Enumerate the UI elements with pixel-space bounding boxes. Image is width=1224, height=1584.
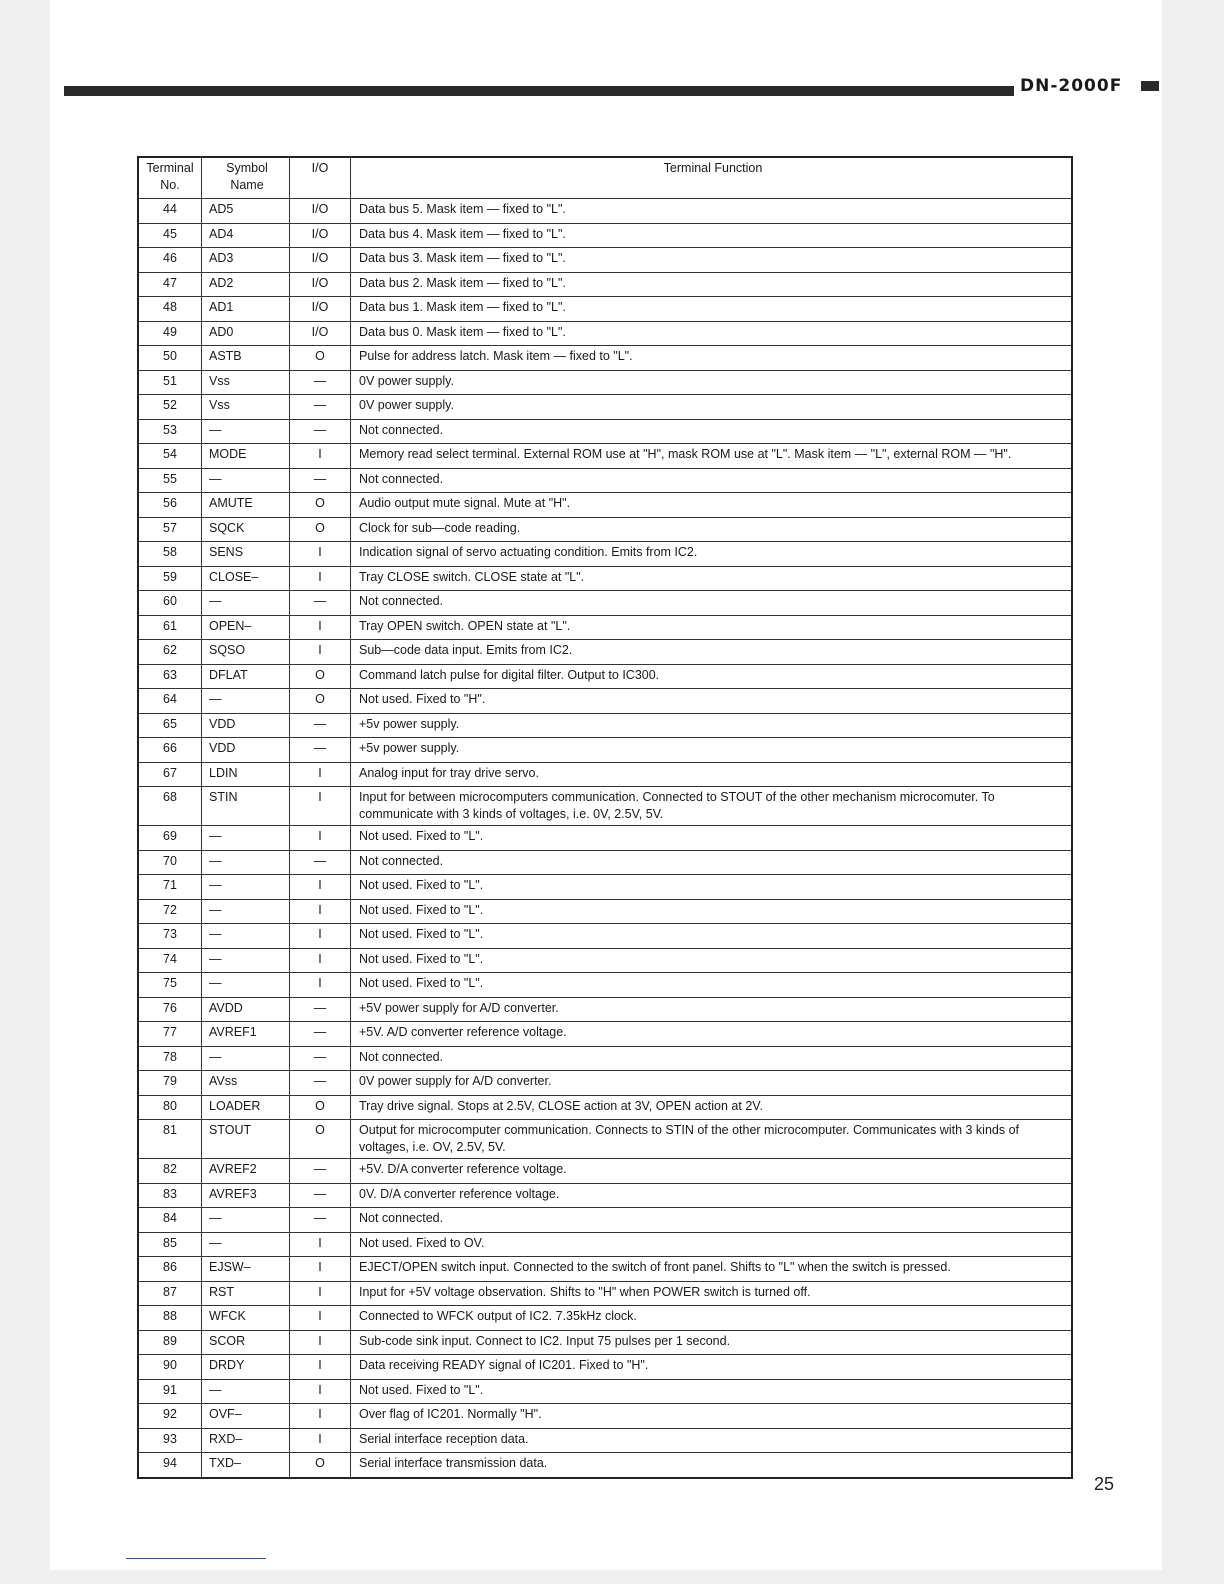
io-cell: — bbox=[290, 1046, 351, 1071]
terminal-no-cell: 70 bbox=[138, 850, 202, 875]
terminal-no-cell: 78 bbox=[138, 1046, 202, 1071]
function-cell: 0V power supply for A/D converter. bbox=[351, 1071, 1073, 1096]
function-cell: +5v power supply. bbox=[351, 713, 1073, 738]
function-cell: +5V. A/D converter reference voltage. bbox=[351, 1022, 1073, 1047]
terminal-no-cell: 58 bbox=[138, 542, 202, 567]
terminal-no-cell: 86 bbox=[138, 1257, 202, 1282]
io-cell: I bbox=[290, 1428, 351, 1453]
function-cell: Not used. Fixed to "H". bbox=[351, 689, 1073, 714]
function-cell: Not used. Fixed to "L". bbox=[351, 826, 1073, 851]
io-cell: O bbox=[290, 689, 351, 714]
symbol-cell: — bbox=[202, 1379, 290, 1404]
header-terminal-no: Terminal No. bbox=[138, 157, 202, 199]
terminal-no-cell: 55 bbox=[138, 468, 202, 493]
io-cell: — bbox=[290, 850, 351, 875]
table-row bbox=[138, 1159, 1072, 1184]
table-row bbox=[138, 948, 1072, 973]
terminal-no-cell: 69 bbox=[138, 826, 202, 851]
function-cell: Sub-code sink input. Connect to IC2. Input 75 pulses per 1 second. bbox=[351, 1330, 1073, 1355]
table-row bbox=[138, 899, 1072, 924]
header-symbol-name: Symbol Name bbox=[202, 157, 290, 199]
terminal-no-cell: 45 bbox=[138, 223, 202, 248]
table-row bbox=[138, 1046, 1072, 1071]
terminal-no-cell: 80 bbox=[138, 1095, 202, 1120]
function-cell: Indication signal of servo actuating condition. Emits from IC2. bbox=[351, 542, 1073, 567]
symbol-cell: VDD bbox=[202, 713, 290, 738]
function-cell: Not connected. bbox=[351, 1046, 1073, 1071]
io-cell: I bbox=[290, 444, 351, 469]
symbol-cell: LOADER bbox=[202, 1095, 290, 1120]
table-row bbox=[138, 444, 1072, 469]
function-cell: Connected to WFCK output of IC2. 7.35kHz clock. bbox=[351, 1306, 1073, 1331]
io-cell: I bbox=[290, 973, 351, 998]
function-cell: Data receiving READY signal of IC201. Fixed to "H". bbox=[351, 1355, 1073, 1380]
terminal-no-cell: 85 bbox=[138, 1232, 202, 1257]
table-row bbox=[138, 1404, 1072, 1429]
io-cell: I/O bbox=[290, 321, 351, 346]
terminal-no-cell: 52 bbox=[138, 395, 202, 420]
function-cell: Pulse for address latch. Mask item — fixed to "L". bbox=[351, 346, 1073, 371]
table-row bbox=[138, 1071, 1072, 1096]
symbol-cell: SENS bbox=[202, 542, 290, 567]
io-cell: — bbox=[290, 591, 351, 616]
terminal-no-cell: 47 bbox=[138, 272, 202, 297]
table-row bbox=[138, 248, 1072, 273]
symbol-cell: AD5 bbox=[202, 199, 290, 224]
terminal-no-cell: 77 bbox=[138, 1022, 202, 1047]
symbol-cell: — bbox=[202, 850, 290, 875]
io-cell: I bbox=[290, 1404, 351, 1429]
io-cell: I bbox=[290, 566, 351, 591]
io-cell: I bbox=[290, 875, 351, 900]
io-cell: O bbox=[290, 664, 351, 689]
table-row bbox=[138, 370, 1072, 395]
table-row bbox=[138, 997, 1072, 1022]
terminal-no-cell: 64 bbox=[138, 689, 202, 714]
table-row bbox=[138, 1208, 1072, 1233]
function-cell: Not connected. bbox=[351, 419, 1073, 444]
table-row bbox=[138, 468, 1072, 493]
symbol-cell: SCOR bbox=[202, 1330, 290, 1355]
table-row bbox=[138, 591, 1072, 616]
symbol-cell: SQCK bbox=[202, 517, 290, 542]
function-cell: Tray OPEN switch. OPEN state at "L". bbox=[351, 615, 1073, 640]
table-row bbox=[138, 713, 1072, 738]
terminal-no-cell: 53 bbox=[138, 419, 202, 444]
footer-rule bbox=[126, 1558, 266, 1559]
function-cell: Not connected. bbox=[351, 591, 1073, 616]
table-row bbox=[138, 1022, 1072, 1047]
function-cell: Not used. Fixed to OV. bbox=[351, 1232, 1073, 1257]
io-cell: O bbox=[290, 1095, 351, 1120]
symbol-cell: OVF– bbox=[202, 1404, 290, 1429]
symbol-cell: AD0 bbox=[202, 321, 290, 346]
symbol-cell: TXD– bbox=[202, 1453, 290, 1478]
table-row bbox=[138, 615, 1072, 640]
function-cell: Input for +5V voltage observation. Shifts to "H" when POWER switch is turned off. bbox=[351, 1281, 1073, 1306]
table-row bbox=[138, 346, 1072, 371]
function-cell: Serial interface transmission data. bbox=[351, 1453, 1073, 1478]
table-row bbox=[138, 272, 1072, 297]
table-row bbox=[138, 1095, 1072, 1120]
symbol-cell: CLOSE– bbox=[202, 566, 290, 591]
terminal-no-cell: 94 bbox=[138, 1453, 202, 1478]
io-cell: I bbox=[290, 762, 351, 787]
symbol-cell: — bbox=[202, 924, 290, 949]
io-cell: I/O bbox=[290, 223, 351, 248]
function-cell: Data bus 3. Mask item — fixed to "L". bbox=[351, 248, 1073, 273]
symbol-cell: VDD bbox=[202, 738, 290, 763]
symbol-cell: SQSO bbox=[202, 640, 290, 665]
io-cell: O bbox=[290, 517, 351, 542]
symbol-cell: DRDY bbox=[202, 1355, 290, 1380]
symbol-cell: LDIN bbox=[202, 762, 290, 787]
model-name: DN-2000F bbox=[1020, 76, 1123, 96]
io-cell: I bbox=[290, 924, 351, 949]
function-cell: Not used. Fixed to "L". bbox=[351, 899, 1073, 924]
table-row bbox=[138, 787, 1072, 826]
terminal-no-cell: 84 bbox=[138, 1208, 202, 1233]
symbol-cell: Vss bbox=[202, 395, 290, 420]
function-cell: Data bus 2. Mask item — fixed to "L". bbox=[351, 272, 1073, 297]
table-row bbox=[138, 1281, 1072, 1306]
symbol-cell: — bbox=[202, 1208, 290, 1233]
terminal-no-cell: 65 bbox=[138, 713, 202, 738]
symbol-cell: — bbox=[202, 468, 290, 493]
table-row bbox=[138, 419, 1072, 444]
table-row bbox=[138, 924, 1072, 949]
table-row bbox=[138, 1428, 1072, 1453]
function-cell: Not connected. bbox=[351, 468, 1073, 493]
terminal-no-cell: 74 bbox=[138, 948, 202, 973]
symbol-cell: DFLAT bbox=[202, 664, 290, 689]
terminal-no-cell: 88 bbox=[138, 1306, 202, 1331]
table-row bbox=[138, 1232, 1072, 1257]
io-cell: I bbox=[290, 787, 351, 826]
io-cell: — bbox=[290, 1159, 351, 1184]
symbol-cell: — bbox=[202, 826, 290, 851]
table-row bbox=[138, 1355, 1072, 1380]
io-cell: I bbox=[290, 826, 351, 851]
function-cell: Not used. Fixed to "L". bbox=[351, 924, 1073, 949]
function-cell: Serial interface reception data. bbox=[351, 1428, 1073, 1453]
terminal-no-cell: 79 bbox=[138, 1071, 202, 1096]
table-row bbox=[138, 297, 1072, 322]
terminal-no-cell: 46 bbox=[138, 248, 202, 273]
symbol-cell: Vss bbox=[202, 370, 290, 395]
function-cell: Input for between microcomputers communication. Connected to STOUT of the other mechanism microcomuter. To communicate with 3 kinds of voltages, i.e. 0V, 2.5V, 5V. bbox=[351, 787, 1073, 826]
terminal-no-cell: 54 bbox=[138, 444, 202, 469]
function-cell: Clock for sub—code reading. bbox=[351, 517, 1073, 542]
table-row bbox=[138, 875, 1072, 900]
symbol-cell: — bbox=[202, 875, 290, 900]
io-cell: I bbox=[290, 899, 351, 924]
symbol-cell: AD2 bbox=[202, 272, 290, 297]
table-row bbox=[138, 664, 1072, 689]
function-cell: +5V. D/A converter reference voltage. bbox=[351, 1159, 1073, 1184]
terminal-no-cell: 89 bbox=[138, 1330, 202, 1355]
io-cell: O bbox=[290, 1120, 351, 1159]
function-cell: Over flag of IC201. Normally "H". bbox=[351, 1404, 1073, 1429]
function-cell: Not used. Fixed to "L". bbox=[351, 973, 1073, 998]
table-row bbox=[138, 542, 1072, 567]
table-row bbox=[138, 1306, 1072, 1331]
terminal-no-cell: 51 bbox=[138, 370, 202, 395]
terminal-no-cell: 59 bbox=[138, 566, 202, 591]
terminal-no-cell: 72 bbox=[138, 899, 202, 924]
io-cell: I/O bbox=[290, 248, 351, 273]
function-cell: Data bus 0. Mask item — fixed to "L". bbox=[351, 321, 1073, 346]
io-cell: I bbox=[290, 1257, 351, 1282]
table-row bbox=[138, 493, 1072, 518]
terminal-no-cell: 73 bbox=[138, 924, 202, 949]
symbol-cell: STOUT bbox=[202, 1120, 290, 1159]
terminal-no-cell: 75 bbox=[138, 973, 202, 998]
table-row bbox=[138, 689, 1072, 714]
function-cell: Data bus 4. Mask item — fixed to "L". bbox=[351, 223, 1073, 248]
function-cell: Not used. Fixed to "L". bbox=[351, 1379, 1073, 1404]
symbol-cell: AVREF2 bbox=[202, 1159, 290, 1184]
symbol-cell: — bbox=[202, 899, 290, 924]
table-row bbox=[138, 850, 1072, 875]
terminal-no-cell: 81 bbox=[138, 1120, 202, 1159]
function-cell: 0V power supply. bbox=[351, 370, 1073, 395]
io-cell: I bbox=[290, 1330, 351, 1355]
terminal-no-cell: 60 bbox=[138, 591, 202, 616]
table-row bbox=[138, 640, 1072, 665]
symbol-cell: AVREF1 bbox=[202, 1022, 290, 1047]
io-cell: I bbox=[290, 1355, 351, 1380]
io-cell: I/O bbox=[290, 272, 351, 297]
function-cell: EJECT/OPEN switch input. Connected to the switch of front panel. Shifts to "L" when the switch is pressed. bbox=[351, 1257, 1073, 1282]
io-cell: I bbox=[290, 1379, 351, 1404]
function-cell: +5v power supply. bbox=[351, 738, 1073, 763]
terminal-no-cell: 82 bbox=[138, 1159, 202, 1184]
table-row bbox=[138, 1379, 1072, 1404]
symbol-cell: WFCK bbox=[202, 1306, 290, 1331]
header-block-mark bbox=[1141, 81, 1159, 91]
function-cell: Memory read select terminal. External ROM use at "H", mask ROM use at "L". Mask item — "L", external ROM — "H". bbox=[351, 444, 1073, 469]
terminal-no-cell: 71 bbox=[138, 875, 202, 900]
function-cell: Not connected. bbox=[351, 1208, 1073, 1233]
io-cell: — bbox=[290, 468, 351, 493]
function-cell: +5V power supply for A/D converter. bbox=[351, 997, 1073, 1022]
terminal-no-cell: 83 bbox=[138, 1183, 202, 1208]
symbol-cell: — bbox=[202, 948, 290, 973]
terminal-no-cell: 76 bbox=[138, 997, 202, 1022]
function-cell: Not used. Fixed to "L". bbox=[351, 875, 1073, 900]
function-cell: Audio output mute signal. Mute at "H". bbox=[351, 493, 1073, 518]
io-cell: I bbox=[290, 615, 351, 640]
table-row bbox=[138, 762, 1072, 787]
io-cell: — bbox=[290, 395, 351, 420]
function-cell: Analog input for tray drive servo. bbox=[351, 762, 1073, 787]
table-row bbox=[138, 395, 1072, 420]
table-row bbox=[138, 1453, 1072, 1478]
terminal-no-cell: 63 bbox=[138, 664, 202, 689]
function-cell: Tray drive signal. Stops at 2.5V, CLOSE action at 3V, OPEN action at 2V. bbox=[351, 1095, 1073, 1120]
io-cell: — bbox=[290, 370, 351, 395]
terminal-no-cell: 57 bbox=[138, 517, 202, 542]
table-row bbox=[138, 223, 1072, 248]
table-row bbox=[138, 566, 1072, 591]
terminal-no-cell: 66 bbox=[138, 738, 202, 763]
io-cell: — bbox=[290, 1022, 351, 1047]
io-cell: I bbox=[290, 1232, 351, 1257]
symbol-cell: EJSW– bbox=[202, 1257, 290, 1282]
header-io: I/O bbox=[290, 157, 351, 199]
terminal-no-cell: 68 bbox=[138, 787, 202, 826]
function-cell: 0V. D/A converter reference voltage. bbox=[351, 1183, 1073, 1208]
symbol-cell: AD3 bbox=[202, 248, 290, 273]
io-cell: O bbox=[290, 1453, 351, 1478]
io-cell: I/O bbox=[290, 199, 351, 224]
io-cell: I bbox=[290, 1281, 351, 1306]
symbol-cell: AD4 bbox=[202, 223, 290, 248]
function-cell: Command latch pulse for digital filter. Output to IC300. bbox=[351, 664, 1073, 689]
io-cell: — bbox=[290, 713, 351, 738]
symbol-cell: — bbox=[202, 1232, 290, 1257]
header-rule bbox=[64, 86, 1014, 96]
table-row bbox=[138, 1330, 1072, 1355]
symbol-cell: RST bbox=[202, 1281, 290, 1306]
symbol-cell: AD1 bbox=[202, 297, 290, 322]
table-row bbox=[138, 738, 1072, 763]
terminal-no-cell: 92 bbox=[138, 1404, 202, 1429]
symbol-cell: AVss bbox=[202, 1071, 290, 1096]
terminal-no-cell: 93 bbox=[138, 1428, 202, 1453]
symbol-cell: MODE bbox=[202, 444, 290, 469]
io-cell: O bbox=[290, 346, 351, 371]
function-cell: Tray CLOSE switch. CLOSE state at "L". bbox=[351, 566, 1073, 591]
io-cell: — bbox=[290, 1183, 351, 1208]
io-cell: I bbox=[290, 542, 351, 567]
terminal-no-cell: 49 bbox=[138, 321, 202, 346]
terminal-no-cell: 87 bbox=[138, 1281, 202, 1306]
function-cell: 0V power supply. bbox=[351, 395, 1073, 420]
table-row bbox=[138, 517, 1072, 542]
table-body bbox=[138, 199, 1072, 1478]
io-cell: I bbox=[290, 948, 351, 973]
table-row bbox=[138, 973, 1072, 998]
header-terminal-function: Terminal Function bbox=[351, 157, 1073, 199]
terminal-no-cell: 56 bbox=[138, 493, 202, 518]
symbol-cell: RXD– bbox=[202, 1428, 290, 1453]
io-cell: — bbox=[290, 738, 351, 763]
function-cell: Data bus 5. Mask item — fixed to "L". bbox=[351, 199, 1073, 224]
symbol-cell: ASTB bbox=[202, 346, 290, 371]
table-header-row bbox=[138, 157, 1072, 199]
terminal-no-cell: 67 bbox=[138, 762, 202, 787]
io-cell: I bbox=[290, 640, 351, 665]
terminal-no-cell: 50 bbox=[138, 346, 202, 371]
table-row bbox=[138, 1257, 1072, 1282]
symbol-cell: AVREF3 bbox=[202, 1183, 290, 1208]
terminal-no-cell: 61 bbox=[138, 615, 202, 640]
io-cell: — bbox=[290, 419, 351, 444]
symbol-cell: AVDD bbox=[202, 997, 290, 1022]
function-cell: Not connected. bbox=[351, 850, 1073, 875]
io-cell: O bbox=[290, 493, 351, 518]
io-cell: I bbox=[290, 1306, 351, 1331]
page-number: 25 bbox=[1094, 1474, 1115, 1494]
terminal-no-cell: 91 bbox=[138, 1379, 202, 1404]
table-row bbox=[138, 1183, 1072, 1208]
symbol-cell: — bbox=[202, 591, 290, 616]
symbol-cell: — bbox=[202, 1046, 290, 1071]
symbol-cell: STIN bbox=[202, 787, 290, 826]
symbol-cell: — bbox=[202, 973, 290, 998]
function-cell: Data bus 1. Mask item — fixed to "L". bbox=[351, 297, 1073, 322]
table-row bbox=[138, 199, 1072, 224]
terminal-no-cell: 44 bbox=[138, 199, 202, 224]
symbol-cell: — bbox=[202, 419, 290, 444]
table-row bbox=[138, 321, 1072, 346]
symbol-cell: — bbox=[202, 689, 290, 714]
terminal-no-cell: 48 bbox=[138, 297, 202, 322]
io-cell: — bbox=[290, 1071, 351, 1096]
io-cell: I/O bbox=[290, 297, 351, 322]
terminal-no-cell: 62 bbox=[138, 640, 202, 665]
io-cell: — bbox=[290, 997, 351, 1022]
function-cell: Not used. Fixed to "L". bbox=[351, 948, 1073, 973]
function-cell: Sub—code data input. Emits from IC2. bbox=[351, 640, 1073, 665]
terminal-function-table bbox=[137, 156, 1073, 1479]
symbol-cell: OPEN– bbox=[202, 615, 290, 640]
terminal-no-cell: 90 bbox=[138, 1355, 202, 1380]
function-cell: Output for microcomputer communication. Connects to STIN of the other microcomputer. Communicates with 3 kinds of voltages, i.e. OV, 2.5V, 5V. bbox=[351, 1120, 1073, 1159]
symbol-cell: AMUTE bbox=[202, 493, 290, 518]
io-cell: — bbox=[290, 1208, 351, 1233]
table-row bbox=[138, 826, 1072, 851]
table-row bbox=[138, 1120, 1072, 1159]
